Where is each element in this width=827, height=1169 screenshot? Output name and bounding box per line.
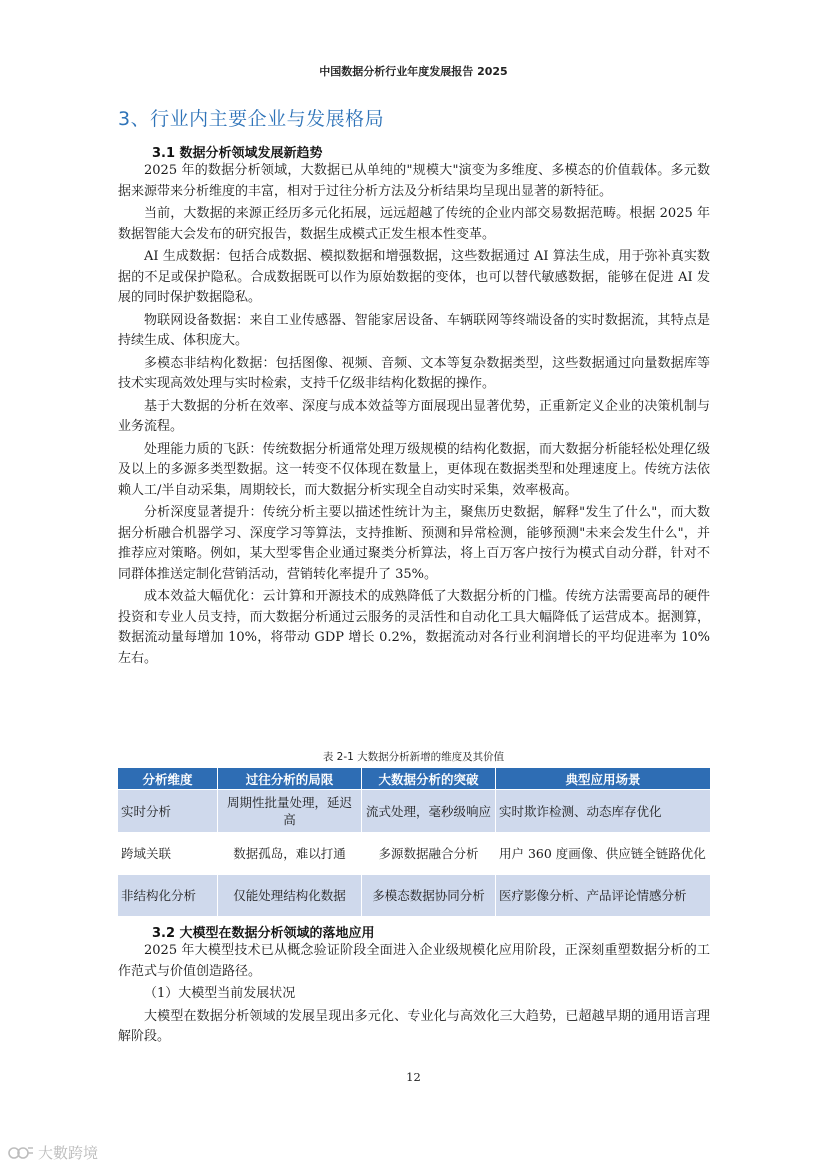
paragraph: 物联网设备数据：来自工业传感器、智能家居设备、车辆联网等终端设备的实时数据流，其特点是持续生成、体积庞大。 [118, 312, 710, 348]
table-header-row [118, 768, 711, 790]
page-number: 12 [406, 1070, 421, 1084]
watermark-logo-icon [8, 1144, 34, 1162]
paragraph: 分析深度显著提升：传统分析主要以描述性统计为主，聚焦历史数据，解释"发生了什么"，而大数据分析融合机器学习、深度学习等算法，支持推断、预测和异常检测，能够预测"未来会发生什么"，并推荐应对策略。例如，某大型零售企业通过聚类分析算法，将上百万客户按行为模式自动分群，针对不同群体推送定制化营销活动，营销转化率提升了 35%。 [118, 505, 710, 582]
paragraph: 大模型在数据分析领域的发展呈现出多元化、专业化与高效化三大趋势，已超越早期的通用语言理解阶段。 [118, 1008, 710, 1044]
table-cell: 非结构化分析 [118, 875, 218, 917]
dimensions-table [117, 767, 711, 917]
table-caption: 表 2-1 大数据分析新增的维度及其价值 [322, 751, 505, 763]
paragraph: 多模态非结构化数据：包括图像、视频、音频、文本等复杂数据类型，这些数据通过向量数据库等技术实现高效处理与实时检索，支持千亿级非结构化数据的操作。 [118, 355, 710, 391]
paragraph: 处理能力质的飞跃：传统数据分析通常处理万级规模的结构化数据，而大数据分析能轻松处理亿级及以上的多源多类型数据。这一转变不仅体现在数量上，更体现在数据类型和处理速度上。传统方法依赖人工/半自动采集，周期较长，而大数据分析实现全自动实时采集，效率极高。 [118, 441, 710, 498]
section-title: 3、行业内主要企业与发展格局 [118, 108, 385, 130]
page-header: 中国数据分析行业年度发展报告 2025 [319, 65, 508, 78]
section-3-1-body [118, 161, 710, 671]
paragraph: 当前，大数据的来源正经历多元化拓展，远远超越了传统的企业内部交易数据范畴。根据 2025 年数据智能大会发布的研究报告，数据生成模式正发生根本性变革。 [118, 206, 710, 242]
table-row [118, 790, 711, 833]
table-cell: 数据孤岛，难以打通 [218, 833, 362, 875]
paragraph: 成本效益大幅优化：云计算和开源技术的成熟降低了大数据分析的门槛。传统方法需要高昂的硬件投资和专业人员支持，而大数据分析通过云服务的灵活性和自动化工具大幅降低了运营成本。据测算，数据流动量每增加 10%，将带动 GDP 增长 0.2%，数据流动对各行业利润增长的平均促进率为 10%左右。 [118, 589, 710, 666]
paragraph: AI 生成数据：包括合成数据、模拟数据和增强数据，这些数据通过 AI 算法生成，用于弥补真实数据的不足或保护隐私。合成数据既可以作为原始数据的变体，也可以替代敏感数据，能够在促进 AI 发展的同时保护数据隐私。 [118, 249, 710, 305]
paragraph: 2025 年大模型技术已从概念验证阶段全面进入企业级规模化应用阶段，正深刻重塑数据分析的工作范式与价值创造路径。 [118, 943, 710, 979]
subsection-3-1-title: 3.1 数据分析领域发展新趋势 [152, 146, 323, 161]
table-cell: 多源数据融合分析 [362, 833, 496, 875]
table-row [118, 833, 711, 875]
table-header-cell: 过往分析的局限 [218, 768, 362, 790]
subsection-3-2-title: 3.2 大模型在数据分析领域的落地应用 [152, 926, 375, 941]
table-cell: 跨域关联 [118, 833, 218, 875]
table-cell: 仅能处理结构化数据 [218, 875, 362, 917]
table-header-cell: 分析维度 [118, 768, 218, 790]
table-header-cell: 大数据分析的突破 [362, 768, 496, 790]
section-3-2-body [118, 941, 710, 1050]
table-cell: 实时欺诈检测、动态库存优化 [496, 790, 711, 833]
table-cell: 用户 360 度画像、供应链全链路优化 [496, 833, 711, 875]
table-cell: 实时分析 [118, 790, 218, 833]
table-cell: 医疗影像分析、产品评论情感分析 [496, 875, 711, 917]
paragraph: 2025 年的数据分析领域，大数据已从单纯的"规模大"演变为多维度、多模态的价值载体。多元数据来源带来分析维度的丰富，相对于过往分析方法及分析结果均呈现出显著的新特征。 [118, 163, 710, 199]
paragraph: 基于大数据的分析在效率、深度与成本效益等方面展现出显著优势，正重新定义企业的决策机制与业务流程。 [118, 398, 710, 434]
table-cell: 流式处理，毫秒级响应 [362, 790, 496, 833]
table-cell: 周期性批量处理，延迟高 [218, 790, 362, 833]
table-header-cell: 典型应用场景 [496, 768, 711, 790]
table-row [118, 875, 711, 917]
table-cell: 多模态数据协同分析 [362, 875, 496, 917]
paragraph: （1）大模型当前发展状况 [144, 986, 296, 1001]
watermark [8, 1142, 98, 1163]
watermark-text: 大數跨境 [38, 1144, 99, 1162]
